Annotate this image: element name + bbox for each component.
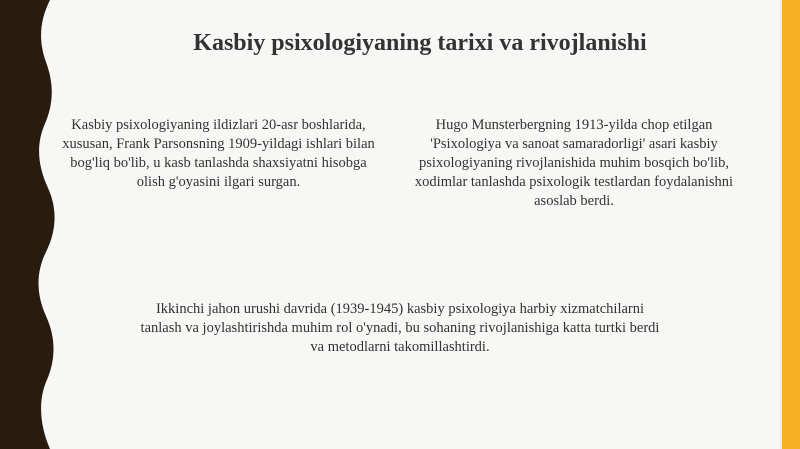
slide-title: Kasbiy psixologiyaning tarixi va rivojlanishi [193,30,647,56]
paragraph-ww2: Ikkinchi jahon urushi davrida (1939-1945) kasbiy psixologiya harbiy xizmatchilarni tanlash va joylashtirishda muhim rol o'ynadi, bu sohaning rivojlanishiga katta turtki berdi va metodlarni takomillashtirdi. [140,301,660,355]
wave-shape [0,0,55,449]
right-accent-stripe [782,0,800,449]
paragraph-parsons: Kasbiy psixologiyaning ildizlari 20-asr boshlarida, xususan, Frank Parsonsning 1909-yildagi ishlari bilan bog'liq bo'lib, u kasb tanlashda shaxsiyatni hisobga olish g'oyasini ilgari surgan. [62,117,375,190]
left-wave-decoration [0,0,62,449]
paragraph-munsterberg: Hugo Munsterbergning 1913-yilda chop etilgan 'Psixologiya va sanoat samaradorligi' asari kasbiy psixologiyaning rivojlanishida muhim bosqich bo'lib, xodimlar tanlashda psixologik testlardan foydalanishni asoslab berdi. [414,117,734,209]
